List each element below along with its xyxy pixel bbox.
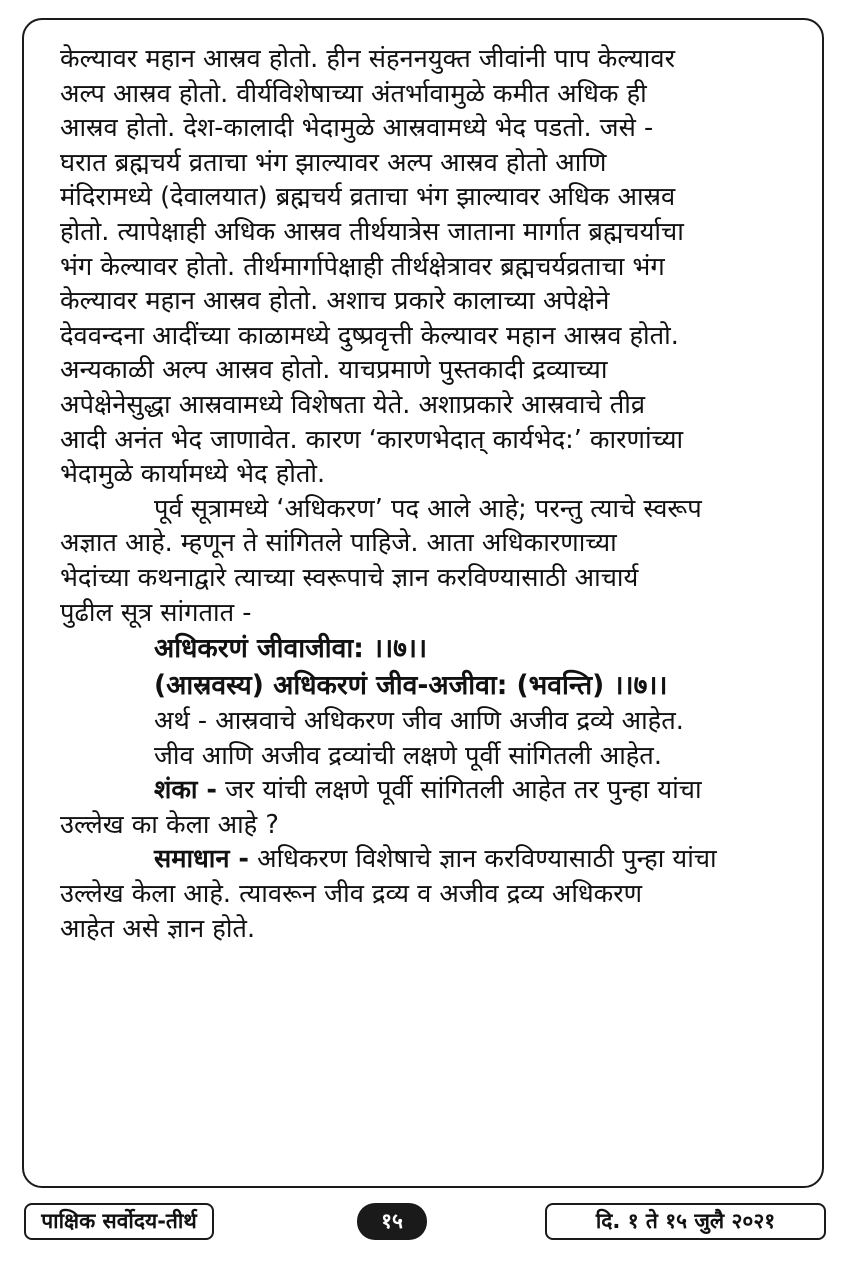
text-line: अपेक्षेनेसुद्धा आस्रवामध्ये विशेषता येते. अशाप्रकारे आस्रवाचे तीव्र xyxy=(60,389,646,420)
paragraph-2 xyxy=(60,492,815,630)
sutra-original: अधिकरणं जीवाजीवा: ।।७।। xyxy=(154,633,428,665)
text-line: भेदामुळे कार्यामध्ये भेद होतो. xyxy=(60,459,326,490)
doubt-paragraph xyxy=(60,773,815,842)
meaning-line: अर्थ - आस्रवाचे अधिकरण जीव आणि अजीव द्रव्ये आहेत. xyxy=(154,706,684,737)
text-line: केल्यावर महान आस्रव होतो. अशाच प्रकारे कालाच्या अपेक्षेने xyxy=(60,286,610,317)
answer-label: समाधान - xyxy=(154,844,249,875)
issue-date: दि. १ ते १५ जुलै २०२१ xyxy=(545,1203,826,1240)
text-line: उल्लेख का केला आहे ? xyxy=(60,809,279,840)
text-line: होतो. त्यापेक्षाही अधिक आस्रव तीर्थयात्रेस जाताना मार्गात ब्रह्मचर्याचा xyxy=(60,216,684,247)
page-number: १५ xyxy=(357,1203,427,1240)
text-line: देववन्दना आदींच्या काळामध्ये दुष्प्रवृत्ती केल्यावर महान आस्रव होतो. xyxy=(60,320,679,351)
answer-paragraph xyxy=(60,842,815,946)
text-line: पूर्व सूत्रामध्ये ‘अधिकरण’ पद आले आहे; परन्तु त्याचे स्वरूप xyxy=(154,493,702,524)
text-line: अधिकरण विशेषाचे ज्ञान करविण्यासाठी पुन्हा यांचा xyxy=(249,844,717,875)
sutra-expanded: (आस्रवस्य) अधिकरणं जीव-अजीवा: (भवन्ति) ।।७।। xyxy=(154,670,668,702)
text-line: अज्ञात आहे. म्हणून ते सांगितले पाहिजे. आता अधिकारणाच्या xyxy=(60,528,617,559)
doubt-label: शंका - xyxy=(154,775,217,806)
text-line: केल्यावर महान आस्रव होतो. हीन संहननयुक्त जीवांनी पाप केल्यावर xyxy=(60,44,676,74)
meaning-line-2: जीव आणि अजीव द्रव्यांची लक्षणे पूर्वी सांगितली आहेत. xyxy=(154,740,662,771)
text-line: अल्प आस्रव होतो. वीर्यविशेषाच्या अंतर्भावामुळे कमीत अधिक ही xyxy=(60,78,647,109)
text-line: भंग केल्यावर होतो. तीर्थमार्गापेक्षाही तीर्थक्षेत्रावर ब्रह्मचर्यव्रताचा भंग xyxy=(60,251,665,282)
text-line: आस्रव होतो. देश-कालादी भेदामुळे आस्रवामध्ये भेद पडतो. जसे - xyxy=(60,113,654,144)
text-line: जर यांची लक्षणे पूर्वी सांगितली आहेत तर पुन्हा यांचा xyxy=(217,775,702,806)
text-line: उल्लेख केला आहे. त्यावरून जीव द्रव्य व अजीव द्रव्य अधिकरण xyxy=(60,879,643,910)
page-frame xyxy=(22,18,824,1188)
text-line: आदी अनंत भेद जाणावेत. कारण ‘कारणभेदात् कार्यभेद:’ कारणांच्या xyxy=(60,424,684,455)
text-line: आहेत असे ज्ञान होते. xyxy=(60,913,256,944)
text-line: घरात ब्रह्मचर्य व्रताचा भंग झाल्यावर अल्प आस्रव होतो आणि xyxy=(60,147,607,178)
text-line: पुढील सूत्र सांगतात - xyxy=(60,597,252,628)
text-line: मंदिरामध्ये (देवालयात) ब्रह्मचर्य व्रताचा भंग झाल्यावर अधिक आस्रव xyxy=(60,182,676,213)
publication-name: पाक्षिक सर्वोदय-तीर्थ xyxy=(24,1203,214,1240)
text-line: भेदांच्या कथनाद्वारे त्याच्या स्वरूपाचे ज्ञान करविण्यासाठी आचार्य xyxy=(60,562,639,593)
page-content xyxy=(60,42,815,946)
paragraph-1 xyxy=(60,42,815,492)
text-line: अन्यकाळी अल्प आस्रव होतो. याचप्रमाणे पुस्तकादी द्रव्याच्या xyxy=(60,355,608,386)
